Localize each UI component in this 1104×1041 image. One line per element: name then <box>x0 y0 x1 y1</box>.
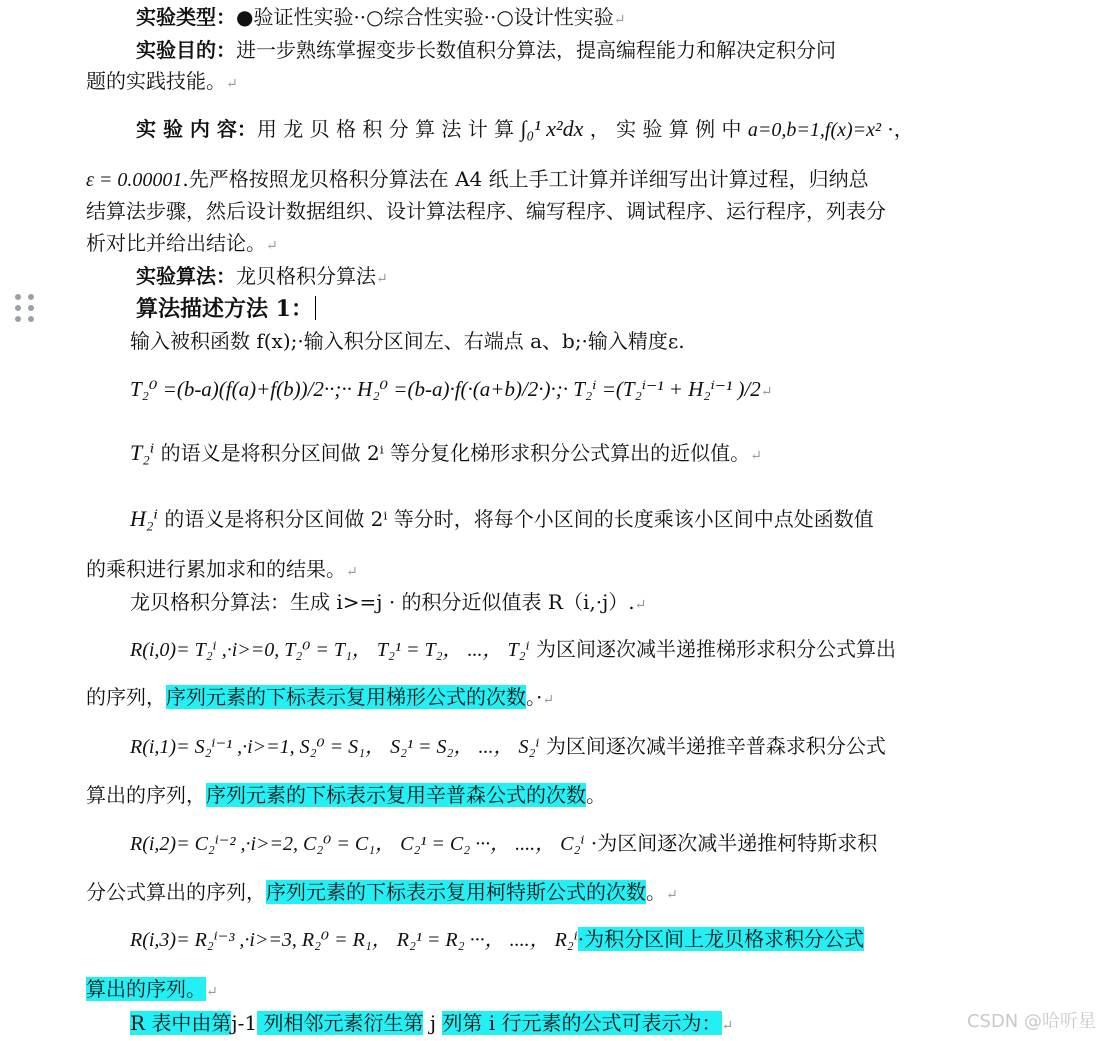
method-heading: 算法描述方法 1： <box>136 294 316 325</box>
romberg-table-line: 龙贝格积分算法：生成 i>=j · 的积分近似值表 R（i,·j）.↵ <box>130 590 647 614</box>
r-col2-cont: 分公式算出的序列，序列元素的下标表示复用柯特斯公式的次数。↵ <box>86 880 678 904</box>
basic-formulas: T₂⁰ =(b-a)(f(a)+f(b))/2··;·· H₂⁰ =(b-a)·f(·(a+b)/2·)·;· T₂ⁱ =(T₂ⁱ⁻¹ + H₂ⁱ⁻¹ )/2↵ <box>130 377 773 401</box>
experiment-goal-cont: 题的实践技能。↵ <box>86 69 238 93</box>
highlighted-text: 序列元素的下标表示复用柯特斯公式的次数 <box>266 880 646 904</box>
experiment-content-line: 实 验 内 容：用 龙 贝 格 积 分 算 法 计 算 ∫₀¹ x²dx ， 实 验 算 例 中 a=0,b=1,f(x)=x² ·， <box>136 116 914 141</box>
r-col0-cont: 的序列，序列元素的下标表示复用梯形公式的次数。·↵ <box>86 685 555 709</box>
highlighted-text: 算出的序列。 <box>86 977 206 1001</box>
experiment-type-line: 实验类型：●验证性实验··○综合性实验··○设计性实验↵ <box>136 5 626 29</box>
r-col1-cont: 算出的序列，序列元素的下标表示复用辛普森公式的次数。 <box>86 783 606 807</box>
t-semantics-line: T₂ⁱ 的语义是将积分区间做 2ⁱ 等分复化梯形求积分公式算出的近似值。↵ <box>130 440 762 465</box>
integral-formula: ∫₀¹ x²dx <box>520 116 584 141</box>
r-col1-line: R(i,1)= S₂ⁱ⁻¹ ,·i>=1, S₂⁰ = S₁， S₂¹ = S₂， ...， S₂ⁱ 为区间逐次减半递推辛普森求积分公式 <box>130 734 886 758</box>
example-params: a=0,b=1,f(x)=x² <box>747 119 882 141</box>
content-line-4: 析对比并给出结论。↵ <box>86 231 278 255</box>
highlighted-text: 序列元素的下标表示复用梯形公式的次数 <box>166 685 526 709</box>
h-semantics-line: H₂ⁱ 的语义是将积分区间做 2ⁱ 等分时，将每个小区间的长度乘该小区间中点处函数值 <box>130 506 874 531</box>
watermark: CSDN @哈听星 <box>966 1011 1096 1032</box>
text-cursor <box>315 296 316 320</box>
r-table-formula-intro: R 表中由第j-1 列相邻元素衍生第 j 列第 i 行元素的公式可表示为：↵ <box>130 1011 734 1035</box>
content-line-3: 结算法步骤，然后设计数据组织、设计算法程序、编写程序、调试程序、运行程序，列表分 <box>86 199 886 223</box>
r-col2-line: R(i,2)= C₂ⁱ⁻² ,·i>=2, C₂⁰ = C₁， C₂¹ = C₂ ···， ....， C₂ⁱ ·为区间逐次减半递推柯特斯求积 <box>130 831 878 855</box>
highlighted-text: 序列元素的下标表示复用辛普森公式的次数 <box>206 783 586 807</box>
experiment-goal-line: 实验目的：进一步熟练掌握变步长数值积分算法，提高编程能力和解决定积分问 <box>136 38 836 62</box>
content-line-2: ε = 0.00001.先严格按照龙贝格积分算法在 A4 纸上手工计算并详细写出计算过程，归纳总 <box>86 167 869 191</box>
drag-handle-icon[interactable] <box>15 294 37 324</box>
h-semantics-cont: 的乘积进行累加求和的结果。↵ <box>86 557 358 581</box>
r-col0-line: R(i,0)= T₂ⁱ ,·i>=0, T₂⁰ = T₁， T₂¹ = T₂， ...， T₂ⁱ 为区间逐次减半递推梯形求积分公式算出 <box>130 637 897 661</box>
r-col3-line: R(i,3)= R₂ⁱ⁻³ ,·i>=3, R₂⁰ = R₁， R₂¹ = R₂ ···， ....， R₂ⁱ·为积分区间上龙贝格求积分公式 <box>130 927 865 951</box>
algorithm-line: 实验算法：龙贝格积分算法↵ <box>136 264 388 288</box>
r-col3-cont: 算出的序列。↵ <box>86 977 218 1001</box>
input-description: 输入被积函数 f(x);·输入积分区间左、右端点 a、b;·输入精度ε. <box>130 329 685 353</box>
highlighted-text: ·为积分区间上龙贝格求积分公式 <box>577 927 865 951</box>
